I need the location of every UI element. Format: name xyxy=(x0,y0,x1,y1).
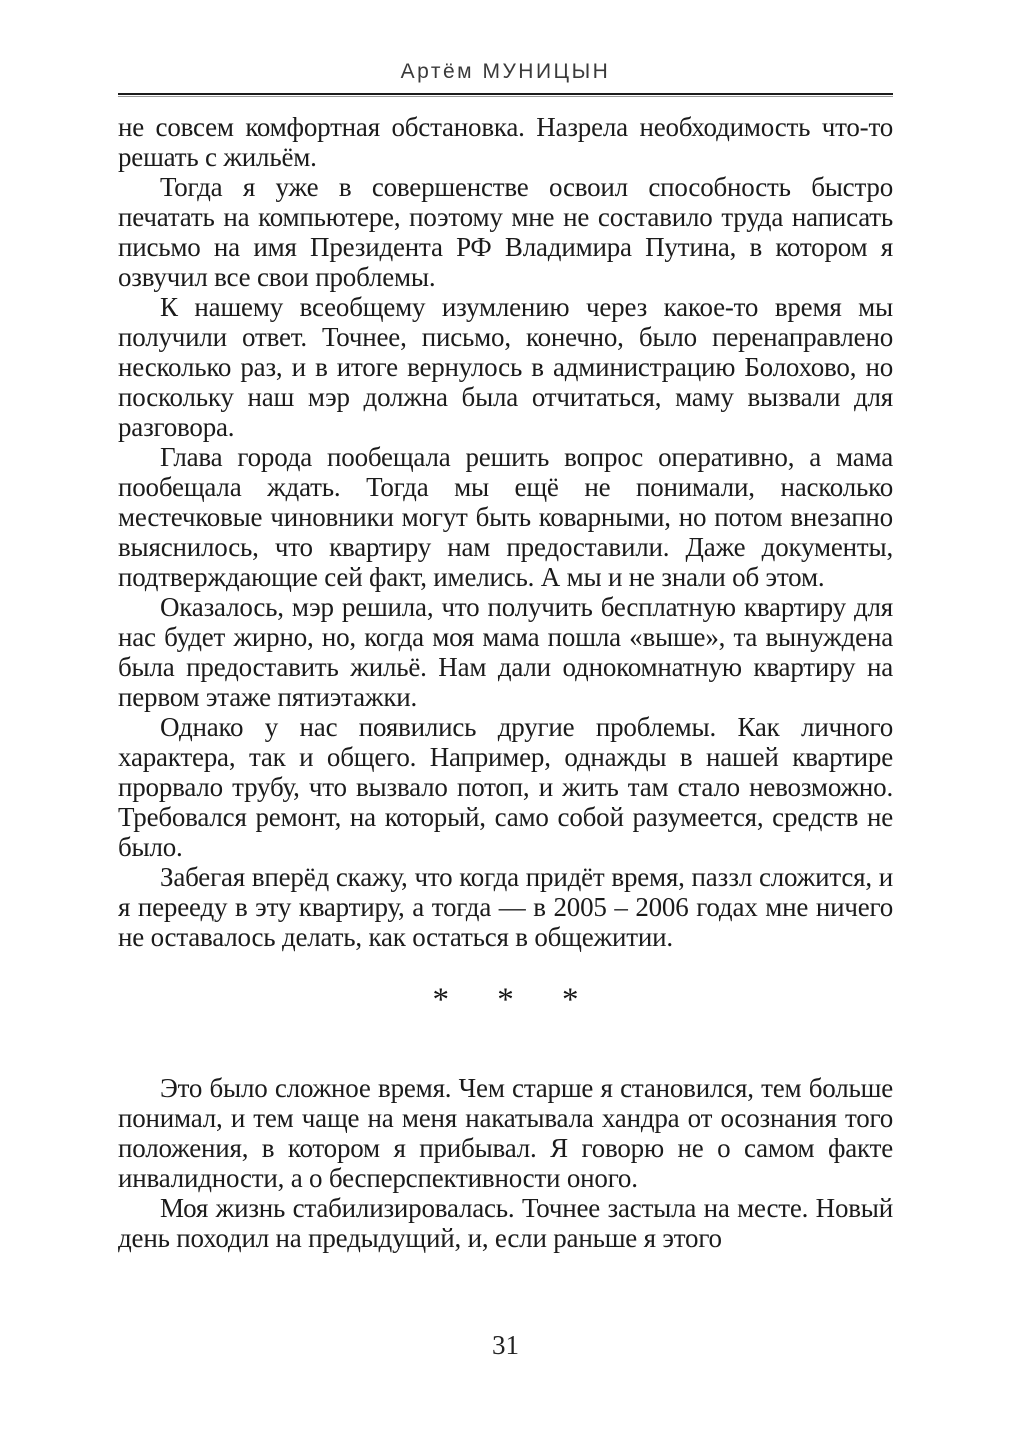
paragraph: Это было сложное время. Чем старше я становился, тем больше понимал, и тем чаще на меня накатывала хандра от осознания того положения, в котором я прибывал. Я говорю не о самом факте инвалидности, а о бесперспективности оного. xyxy=(118,1073,893,1193)
header-divider-rule xyxy=(118,93,893,97)
page-body-text xyxy=(118,112,893,1253)
section-separator-asterisks: * * * xyxy=(432,982,579,1018)
paragraph: не совсем комфортная обстановка. Назрела необходимость что-то решать с жильём. xyxy=(118,112,893,172)
paragraph: Глава города пообещала решить вопрос оперативно, а мама пообещала ждать. Тогда мы ещё не понимали, насколько местечковые чиновники могут быть коварными, но потом внезапно выяснилось, что квартиру нам предоставили. Даже документы, подтверждающие сей факт, имелись. А мы и не знали об этом. xyxy=(118,442,893,592)
page-number: 31 xyxy=(492,1330,519,1360)
paragraph: Тогда я уже в совершенстве освоил способность быстро печатать на компьютере, поэтому мне не составило труда написать письмо на имя Президента РФ Владимира Путина, в котором я озвучил все свои проблемы. xyxy=(118,172,893,292)
paragraph: Однако у нас появились другие проблемы. Как личного характера, так и общего. Например, однажды в нашей квартире прорвало трубу, что вызвало потоп, и жить там стало невозможно. Требовался ремонт, на который, само собой разумеется, средств не было. xyxy=(118,712,893,862)
paragraph: Забегая вперёд скажу, что когда придёт время, паззл сложится, и я перееду в эту квартиру, а тогда — в 2005 – 2006 годах мне ничего не оставалось делать, как остаться в общежитии. xyxy=(118,862,893,952)
running-header-author: Артём МУНИЦЫН xyxy=(400,60,611,83)
paragraph: К нашему всеобщему изумлению через какое-то время мы получили ответ. Точнее, письмо, конечно, было перенаправлено несколько раз, и в итоге вернулось в администрацию Болохово, но поскольку наш мэр должна была отчитаться, маму вызвали для разговора. xyxy=(118,292,893,442)
paragraph: Моя жизнь стабилизировалась. Точнее застыла на месте. Новый день походил на предыдущий, и, если раньше я этого xyxy=(118,1193,893,1253)
paragraph: Оказалось, мэр решила, что получить бесплатную квартиру для нас будет жирно, но, когда моя мама пошла «выше», та вынуждена была предоставить жильё. Нам дали однокомнатную квартиру на первом этаже пятиэтажки. xyxy=(118,592,893,712)
